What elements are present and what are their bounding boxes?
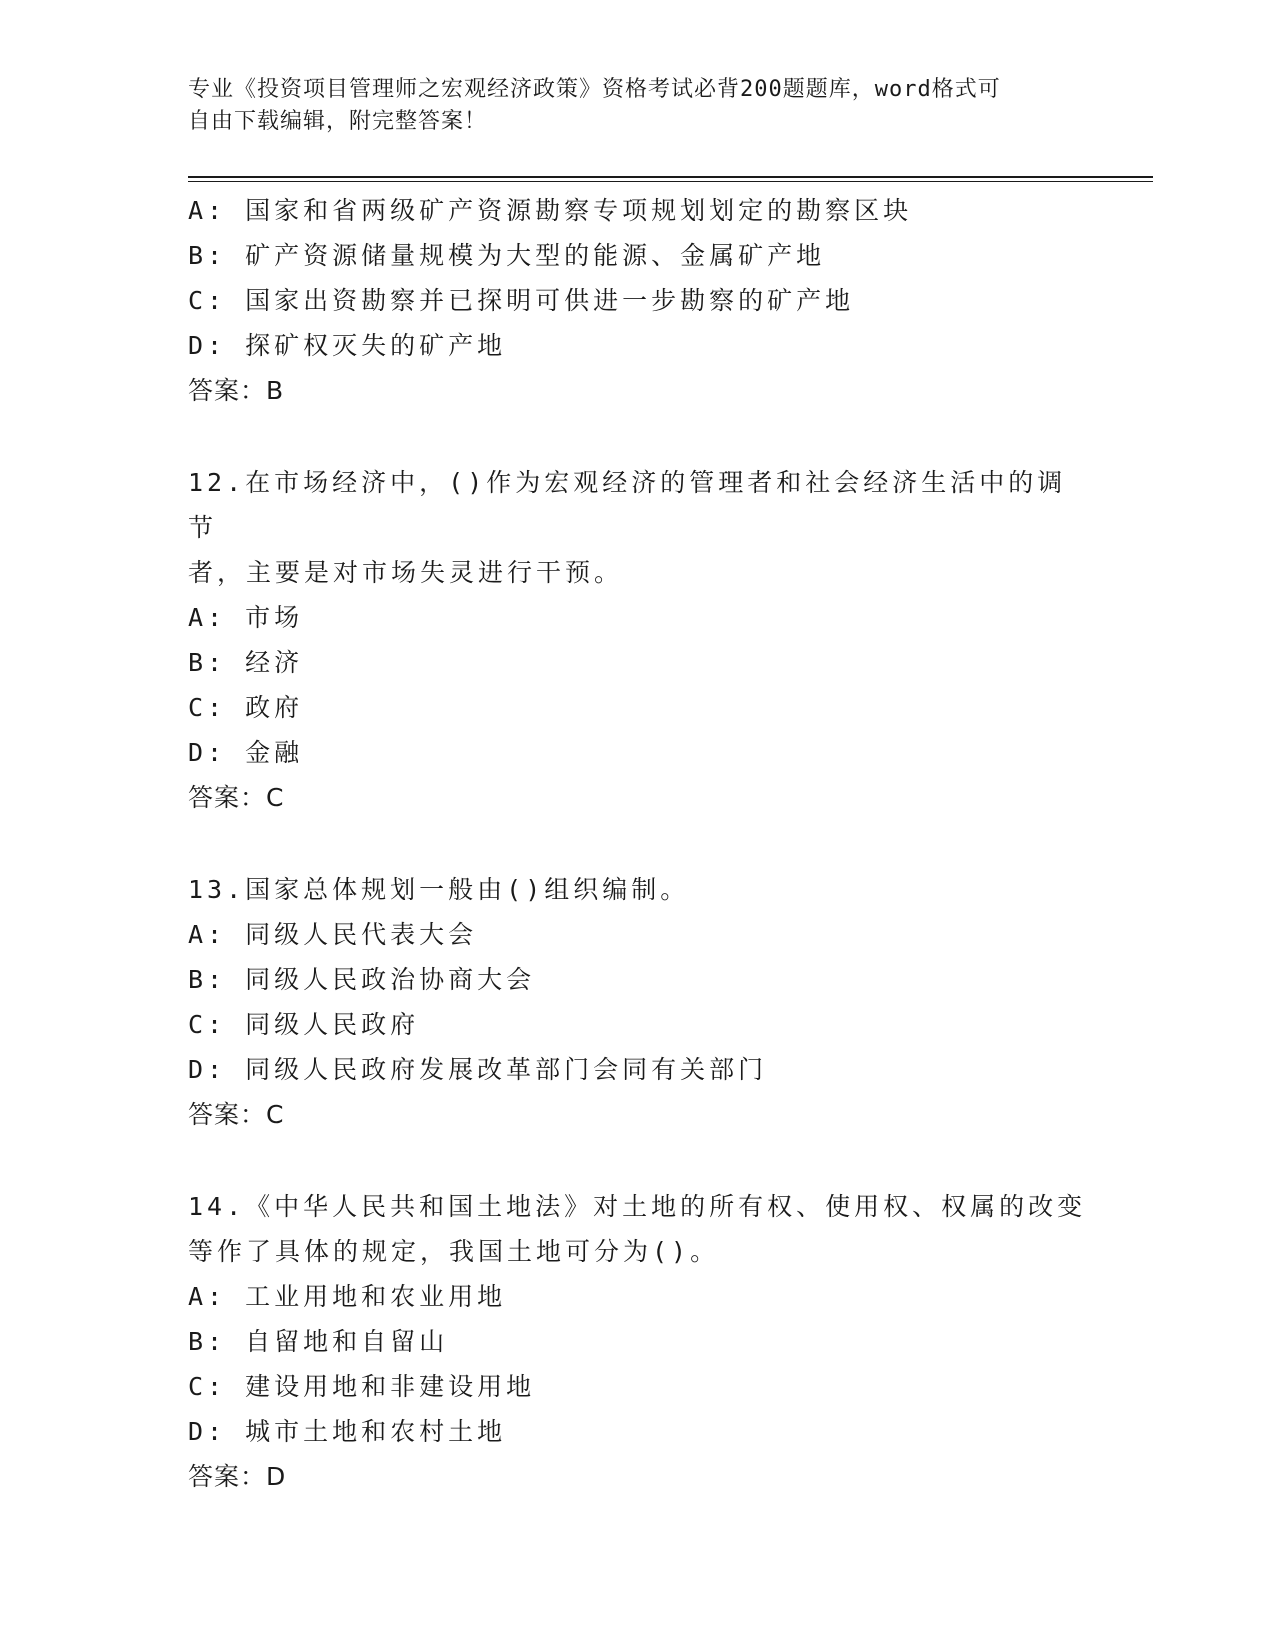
option-d: D: 金融	[188, 738, 304, 767]
option-c: C: 同级人民政府	[188, 1010, 420, 1039]
header-divider-thick	[188, 176, 1153, 178]
answer: 答案：C	[188, 1100, 285, 1129]
answer: 答案：C	[188, 783, 285, 812]
option-d: D: 探矿权灭失的矿产地	[188, 331, 507, 360]
option-c: C: 国家出资勘察并已探明可供进一步勘察的矿产地	[188, 286, 855, 315]
option-a: A: 国家和省两级矿产资源勘察专项规划划定的勘察区块	[188, 196, 913, 225]
answer: 答案：D	[188, 1462, 287, 1491]
question-stem-line: 13.国家总体规划一般由()组织编制。	[188, 875, 690, 904]
header-line-1: 专业《投资项目管理师之宏观经济政策》资格考试必背200题题库，word格式可	[188, 77, 1001, 102]
question-13	[188, 867, 1088, 1137]
question-list	[188, 188, 1088, 1499]
header-line-2: 自由下载编辑，附完整答案！	[188, 109, 488, 134]
option-c: C: 建设用地和非建设用地	[188, 1372, 536, 1401]
question-stem-line: 14.《中华人民共和国土地法》对土地的所有权、使用权、权属的改变	[188, 1192, 1087, 1221]
option-d: D: 城市土地和农村土地	[188, 1417, 507, 1446]
answer: 答案：B	[188, 376, 285, 405]
option-b: B: 经济	[188, 648, 304, 677]
question-stem-line: 等作了具体的规定，我国土地可分为()。	[188, 1237, 720, 1266]
question-12	[188, 460, 1088, 820]
question-11-continued	[188, 188, 1088, 413]
document-header	[188, 74, 1088, 138]
option-c: C: 政府	[188, 693, 304, 722]
option-b: B: 矿产资源储量规模为大型的能源、金属矿产地	[188, 241, 826, 270]
option-b: B: 同级人民政治协商大会	[188, 965, 536, 994]
question-stem-line: 者，主要是对市场失灵进行干预。	[188, 558, 624, 587]
option-a: A: 工业用地和农业用地	[188, 1282, 507, 1311]
question-14	[188, 1184, 1088, 1499]
option-b: B: 自留地和自留山	[188, 1327, 449, 1356]
header-divider-thin	[188, 181, 1153, 182]
option-d: D: 同级人民政府发展改革部门会同有关部门	[188, 1055, 768, 1084]
question-stem-line: 12.在市场经济中，()作为宏观经济的管理者和社会经济生活中的调节	[188, 468, 1067, 542]
option-a: A: 市场	[188, 603, 304, 632]
option-a: A: 同级人民代表大会	[188, 920, 478, 949]
